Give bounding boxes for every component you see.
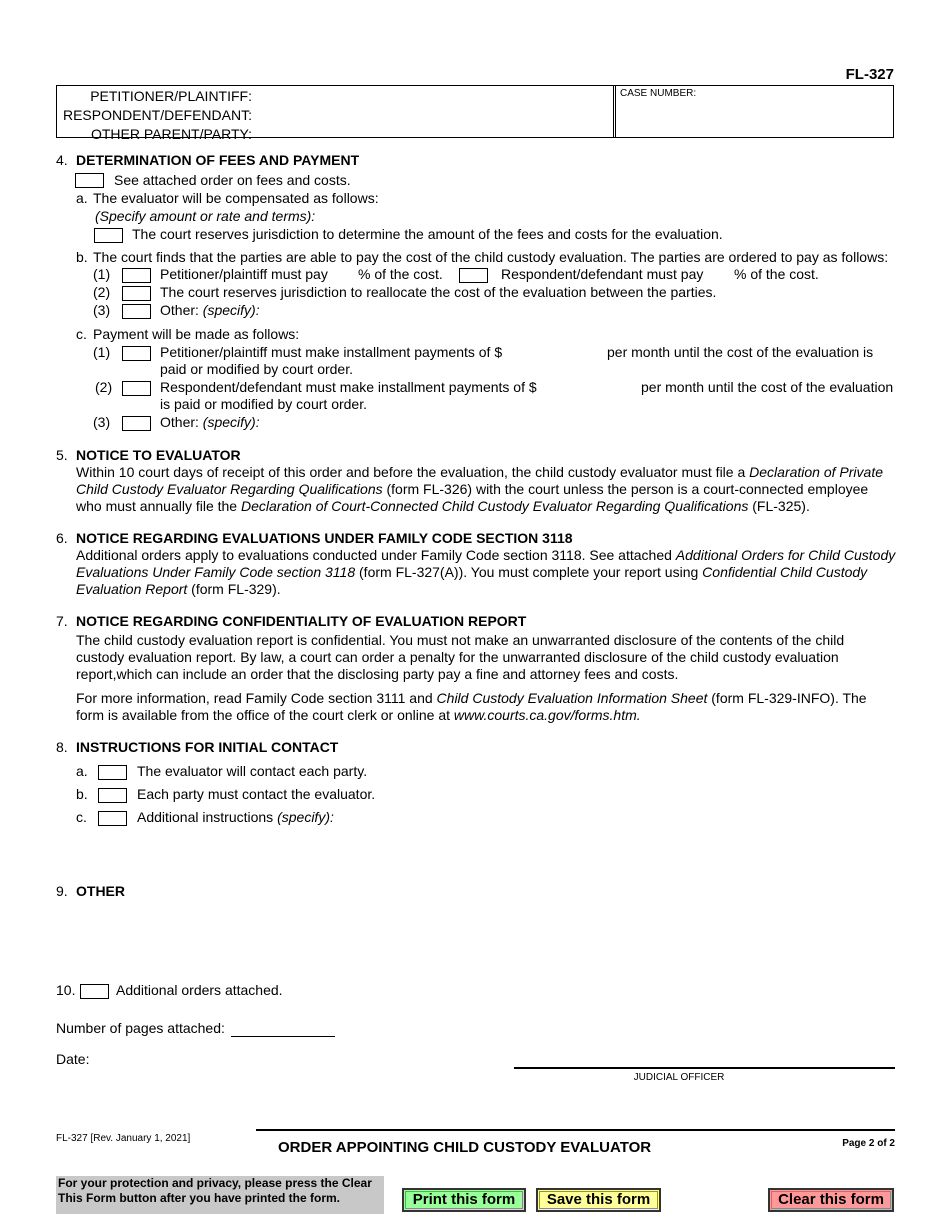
s4-b-label: b. <box>76 249 88 265</box>
s8-b-label: b. <box>76 786 88 802</box>
s4-c2-tail: per month until the cost of the evaluation <box>641 379 894 395</box>
s4-a-reserve-text: The court reserves jurisdiction to determine the amount of the fees and costs for the evaluation. <box>132 226 723 242</box>
s4-b2-num: (2) <box>93 284 111 300</box>
s8-title: INSTRUCTIONS FOR INITIAL CONTACT <box>76 739 339 755</box>
s5-title: NOTICE TO EVALUATOR <box>76 447 241 463</box>
s4-a-text: The evaluator will be compensated as follows: <box>93 190 379 206</box>
footer-title: ORDER APPOINTING CHILD CUSTODY EVALUATOR <box>278 1139 652 1156</box>
s4-c3-num: (3) <box>93 414 111 430</box>
s8-b-text: Each party must contact the evaluator. <box>137 786 376 802</box>
s9-other-field[interactable] <box>76 902 891 972</box>
s4-b1-pct2: % of the cost. <box>734 266 819 282</box>
s8-a-label: a. <box>76 763 88 779</box>
s7-num: 7. <box>56 613 68 629</box>
s8-c-label: c. <box>76 809 87 825</box>
s9-num: 9. <box>56 883 68 899</box>
save-button[interactable] <box>536 1188 661 1212</box>
s4-b2-checkbox[interactable] <box>122 286 151 301</box>
s6-num: 6. <box>56 530 68 546</box>
s4-attached-text: See attached order on fees and costs. <box>114 172 351 188</box>
footer-page: Page 2 of 2 <box>842 1138 895 1149</box>
date-field[interactable] <box>100 1051 300 1067</box>
s10-checkbox[interactable] <box>80 984 109 999</box>
s8-a-checkbox[interactable] <box>98 765 127 780</box>
s4-c2-line2: is paid or modified by court order. <box>160 396 367 412</box>
s7-title: NOTICE REGARDING CONFIDENTIALITY OF EVALUATION REPORT <box>76 613 527 629</box>
clear-button-label: Clear this form <box>771 1191 891 1209</box>
s8-b-checkbox[interactable] <box>98 788 127 803</box>
s4-b3-num: (3) <box>93 302 111 318</box>
s4-num: 4. <box>56 152 68 168</box>
petitioner-label: PETITIONER/PLAINTIFF: <box>90 88 252 104</box>
s4-c2-num: (2) <box>95 379 113 395</box>
s4-b1-pet-text: Petitioner/plaintiff must pay <box>160 266 328 282</box>
s8-a-text: The evaluator will contact each party. <box>137 763 368 779</box>
s4-c2-amount-field[interactable] <box>540 379 636 395</box>
s7-para2: For more information, read Family Code section 3111 and Child Custody Evaluation Information Sheet (form FL-329-INFO). The form is available from the office of the court clerk or online at www.courts.ca.gov/forms.htm. <box>76 690 867 723</box>
form-number: FL-327 <box>845 66 894 83</box>
s4-b1-resp-percent-field[interactable] <box>706 266 732 282</box>
s4-a-reserve-checkbox[interactable] <box>94 228 123 243</box>
s4-b-text: The court finds that the parties are able to pay the cost of the child custody evaluation. The parties are ordered to pay as follows: <box>93 249 889 265</box>
s4-c2-text: Respondent/defendant must make installment payments of $ <box>160 379 537 395</box>
other-party-label: OTHER PARENT/PARTY: <box>90 126 252 142</box>
s4-attached-checkbox[interactable] <box>75 173 104 188</box>
case-number-label: CASE NUMBER: <box>620 88 697 99</box>
judicial-officer-field[interactable] <box>514 1040 895 1066</box>
s4-c1-amount-field[interactable] <box>505 344 601 360</box>
s4-c1-line2: paid or modified by court order. <box>160 361 353 377</box>
pages-attached-label: Number of pages attached: <box>56 1020 225 1036</box>
s4-title: DETERMINATION OF FEES AND PAYMENT <box>76 152 360 168</box>
s4-c-text: Payment will be made as follows: <box>93 326 300 342</box>
caption-divider <box>613 85 616 138</box>
s4-a-specify: (Specify amount or rate and terms): <box>95 208 316 224</box>
s4-c3-other: Other: <box>160 414 199 430</box>
s6-title: NOTICE REGARDING EVALUATIONS UNDER FAMILY CODE SECTION 3118 <box>76 530 573 546</box>
s8-c-specify: (specify): <box>277 809 334 825</box>
s4-c1-text: Petitioner/plaintiff must make installment payments of $ <box>160 344 503 360</box>
s4-c1-checkbox[interactable] <box>122 346 151 361</box>
s4-c-label: c. <box>76 326 87 342</box>
s5-body: Within 10 court days of receipt of this order and before the evaluation, the child custody evaluator must file a Declaration of Private Child Custody Evaluator Regarding Qualifications (form FL-326) with the court unless the person is a court-connected employee who must annually file the Declaration of Court-Connected Child Custody Evaluator Regarding Qualifications (FL-325). <box>76 464 883 514</box>
s4-c1-tail: per month until the cost of the evaluation is <box>607 344 874 360</box>
s4-b1-pet-checkbox[interactable] <box>122 268 151 283</box>
s4-b2-text: The court reserves jurisdiction to reallocate the cost of the evaluation between the parties. <box>160 284 717 300</box>
s10-num: 10. <box>56 982 76 998</box>
s4-c1-num: (1) <box>93 344 111 360</box>
print-button[interactable] <box>402 1188 526 1212</box>
s4-b1-pet-percent-field[interactable] <box>331 266 357 282</box>
s9-title: OTHER <box>76 883 125 899</box>
s6-body: Additional orders apply to evaluations conducted under Family Code section 3118. See attached Additional Orders for Child Custody Evaluations Under Family Code section 3118 (form FL-327(A)). You must complete your report using Confidential Child Custody Evaluation Report (form FL-329). <box>76 547 896 597</box>
s8-c-checkbox[interactable] <box>98 811 127 826</box>
date-label: Date: <box>56 1051 90 1067</box>
s10-text: Additional orders attached. <box>116 982 283 998</box>
print-button-label: Print this form <box>405 1191 523 1209</box>
s4-b1-resp-checkbox[interactable] <box>459 268 488 283</box>
case-number-field[interactable] <box>618 100 892 136</box>
clear-button[interactable] <box>768 1188 894 1212</box>
s4-c2-checkbox[interactable] <box>122 381 151 396</box>
save-button-label: Save this form <box>539 1191 658 1209</box>
signature-line <box>514 1067 895 1069</box>
s5-num: 5. <box>56 447 68 463</box>
s8-c-instructions-field[interactable] <box>340 809 890 859</box>
privacy-note: For your protection and privacy, please press the Clear This Form button after you have printed the form. <box>56 1176 384 1214</box>
s4-a-label: a. <box>76 190 88 206</box>
s4-b1-num: (1) <box>93 266 111 282</box>
s4-b1-resp-text: Respondent/defendant must pay <box>501 266 704 282</box>
party-names-field[interactable] <box>252 86 612 137</box>
footer-rev: FL-327 [Rev. January 1, 2021] <box>56 1133 191 1144</box>
s4-c3-specify: (specify): <box>202 414 260 430</box>
judicial-officer-label: JUDICIAL OFFICER <box>633 1072 725 1083</box>
footer-rule <box>256 1129 895 1131</box>
pages-attached-field[interactable] <box>231 1020 335 1037</box>
s4-b3-checkbox[interactable] <box>122 304 151 319</box>
respondent-label: RESPONDENT/DEFENDANT: <box>62 107 252 123</box>
s8-c-text: Additional instructions <box>137 809 278 825</box>
s4-b3-specify: (specify): <box>202 302 260 318</box>
s7-para1: The child custody evaluation report is confidential. You must not make an unwarranted disclosure of the contents of the child custody evaluation report. By law, a court can order a penalty for the unwarranted disclosure of the child custody evaluation report,which can include an order that the disclosing party pay a fine and attorney fees and costs. <box>76 632 845 682</box>
s8-num: 8. <box>56 739 68 755</box>
s4-b1-pct1: % of the cost. <box>358 266 443 282</box>
s4-c3-checkbox[interactable] <box>122 416 151 431</box>
s4-b3-other: Other: <box>160 302 199 318</box>
